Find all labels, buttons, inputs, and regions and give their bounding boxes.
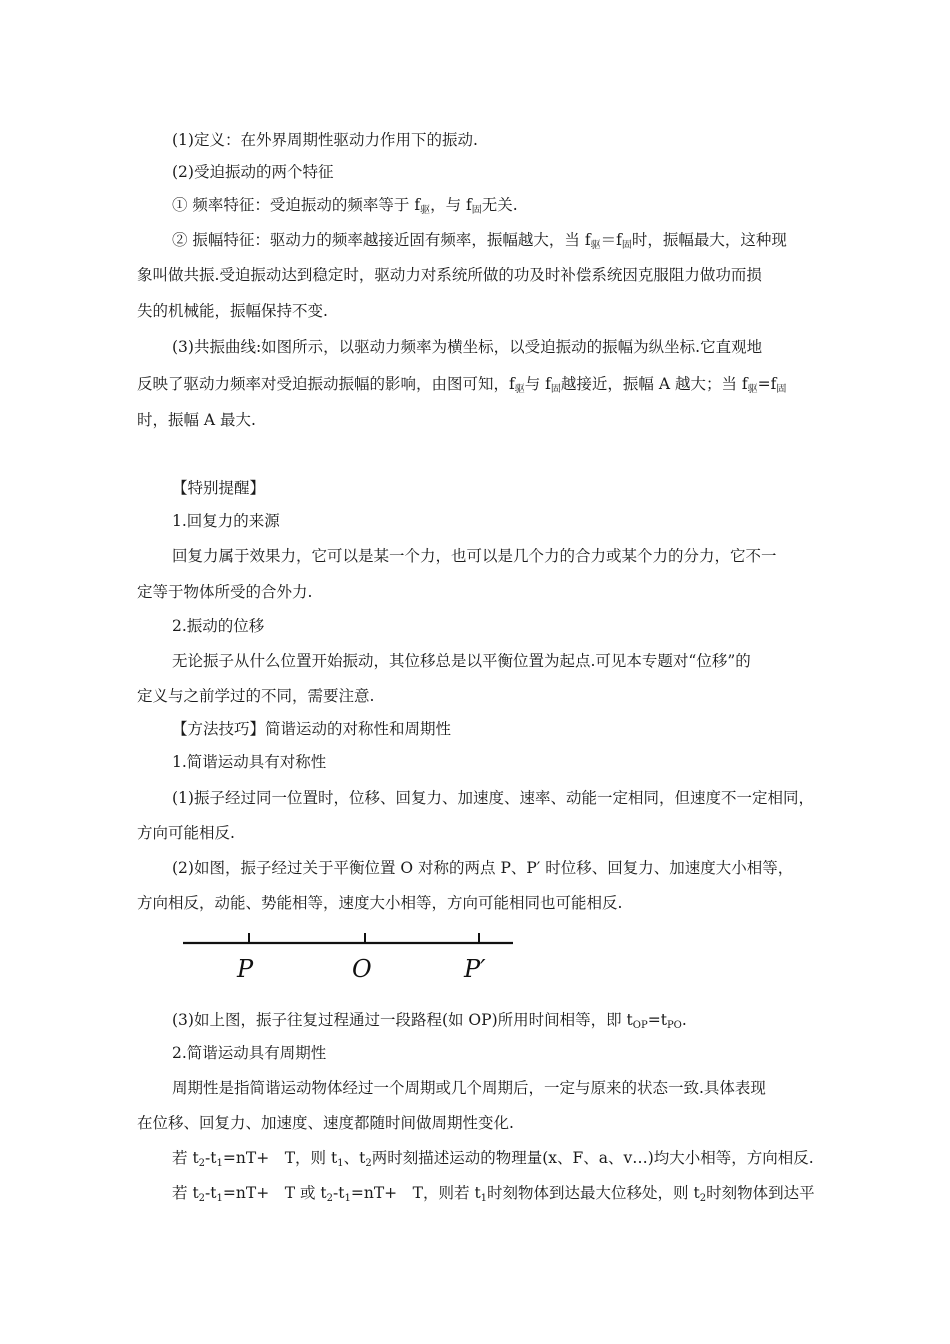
- amplitude-feature-line3: 失的机械能，振幅保持不变.: [137, 302, 328, 320]
- reminder-item2-line2: 定义与之前学过的不同，需要注意.: [137, 687, 375, 705]
- method-heading: 【方法技巧】简谐运动的对称性和周期性: [172, 720, 452, 738]
- resonance-curve-line1: (3)共振曲线:如图所示，以驱动力频率为横坐标，以受迫振动的振幅为纵坐标.它直观地: [172, 338, 763, 356]
- symmetry-3: (3)如上图，振子往复过程通过一段路程(如 OP)所用时间相等，即 $t_{OP}=t_{PO}$.: [172, 1011, 687, 1031]
- forced-definition: (1)定义：在外界周期性驱动力作用下的振动.: [172, 131, 478, 149]
- reminder-item1-line1: 回复力属于效果力，它可以是某一个力，也可以是几个力的合力或某个力的分力，它不一: [172, 547, 777, 565]
- amplitude-feature: ② 振幅特征：驱动力的频率越接近固有频率，振幅越大，当 $f_驱=f_固$时，振幅最大，这种现: [172, 231, 787, 251]
- resonance-curve-line2: 反映了驱动力频率对受迫振动振幅的影响，由图可知，$f_驱$与 $f_固$越接近，振幅 A 越大；当 $f_驱=f_固$: [137, 375, 787, 395]
- period-case-quarter: 若 $t_2-t_1=nT+$ T 或 $t_2-t_1=nT+$ T，则若 $t_1$时刻物体到达最大位移处，则 $t_2$时刻物体到达平: [172, 1184, 815, 1204]
- period-title: 2.简谐运动具有周期性: [172, 1044, 327, 1062]
- symmetry-2-line1: (2)如图，振子经过关于平衡位置 O 对称的两点 P、P′ 时位移、回复力、加速度大小相等，: [172, 859, 794, 877]
- reminder-item2-title: 2.振动的位移: [172, 617, 265, 635]
- symmetry-2-line2: 方向相反，动能、势能相等，速度大小相等，方向可能相同也可能相反.: [137, 894, 623, 912]
- label-o: O: [352, 955, 372, 983]
- symmetry-1-line2: 方向可能相反.: [137, 824, 235, 842]
- amplitude-feature-line2: 象叫做共振.受迫振动达到稳定时，驱动力对系统所做的功及时补偿系统因克服阻力做功而损: [137, 266, 762, 284]
- symmetry-1-line1: (1)振子经过同一位置时，位移、回复力、加速度、速率、动能一定相同，但速度不一定相同，: [172, 789, 814, 807]
- forced-two-features: (2)受迫振动的两个特征: [172, 163, 334, 181]
- period-line2: 在位移、回复力、加速度、速度都随时间做周期性变化.: [137, 1114, 514, 1132]
- label-p-prime: P′: [464, 955, 486, 983]
- resonance-curve-line3: 时，振幅 A 最大.: [137, 411, 256, 429]
- frequency-feature: ① 频率特征：受迫振动的频率等于 $f_驱$，与 $f_固$无关.: [172, 196, 518, 216]
- reminder-heading: 【特别提醒】: [172, 479, 266, 497]
- reminder-item1-line2: 定等于物体所受的合外力.: [137, 583, 313, 601]
- reminder-item2-line1: 无论振子从什么位置开始振动，其位移总是以平衡位置为起点.可见本专题对“位移”的: [172, 652, 751, 670]
- label-p: P: [237, 955, 254, 983]
- period-case-half: 若 $t_2-t_1=nT+$ T，则 $t_1$、$t_2$两时刻描述运动的物理量(x、F、a、v…)均大小相等，方向相反.: [172, 1149, 814, 1169]
- reminder-item1-title: 1.回复力的来源: [172, 512, 280, 530]
- period-line1: 周期性是指简谐运动物体经过一个周期或几个周期后，一定与原来的状态一致.具体表现: [172, 1079, 766, 1097]
- symmetry-diagram: [180, 926, 520, 986]
- symmetry-title: 1.简谐运动具有对称性: [172, 753, 327, 771]
